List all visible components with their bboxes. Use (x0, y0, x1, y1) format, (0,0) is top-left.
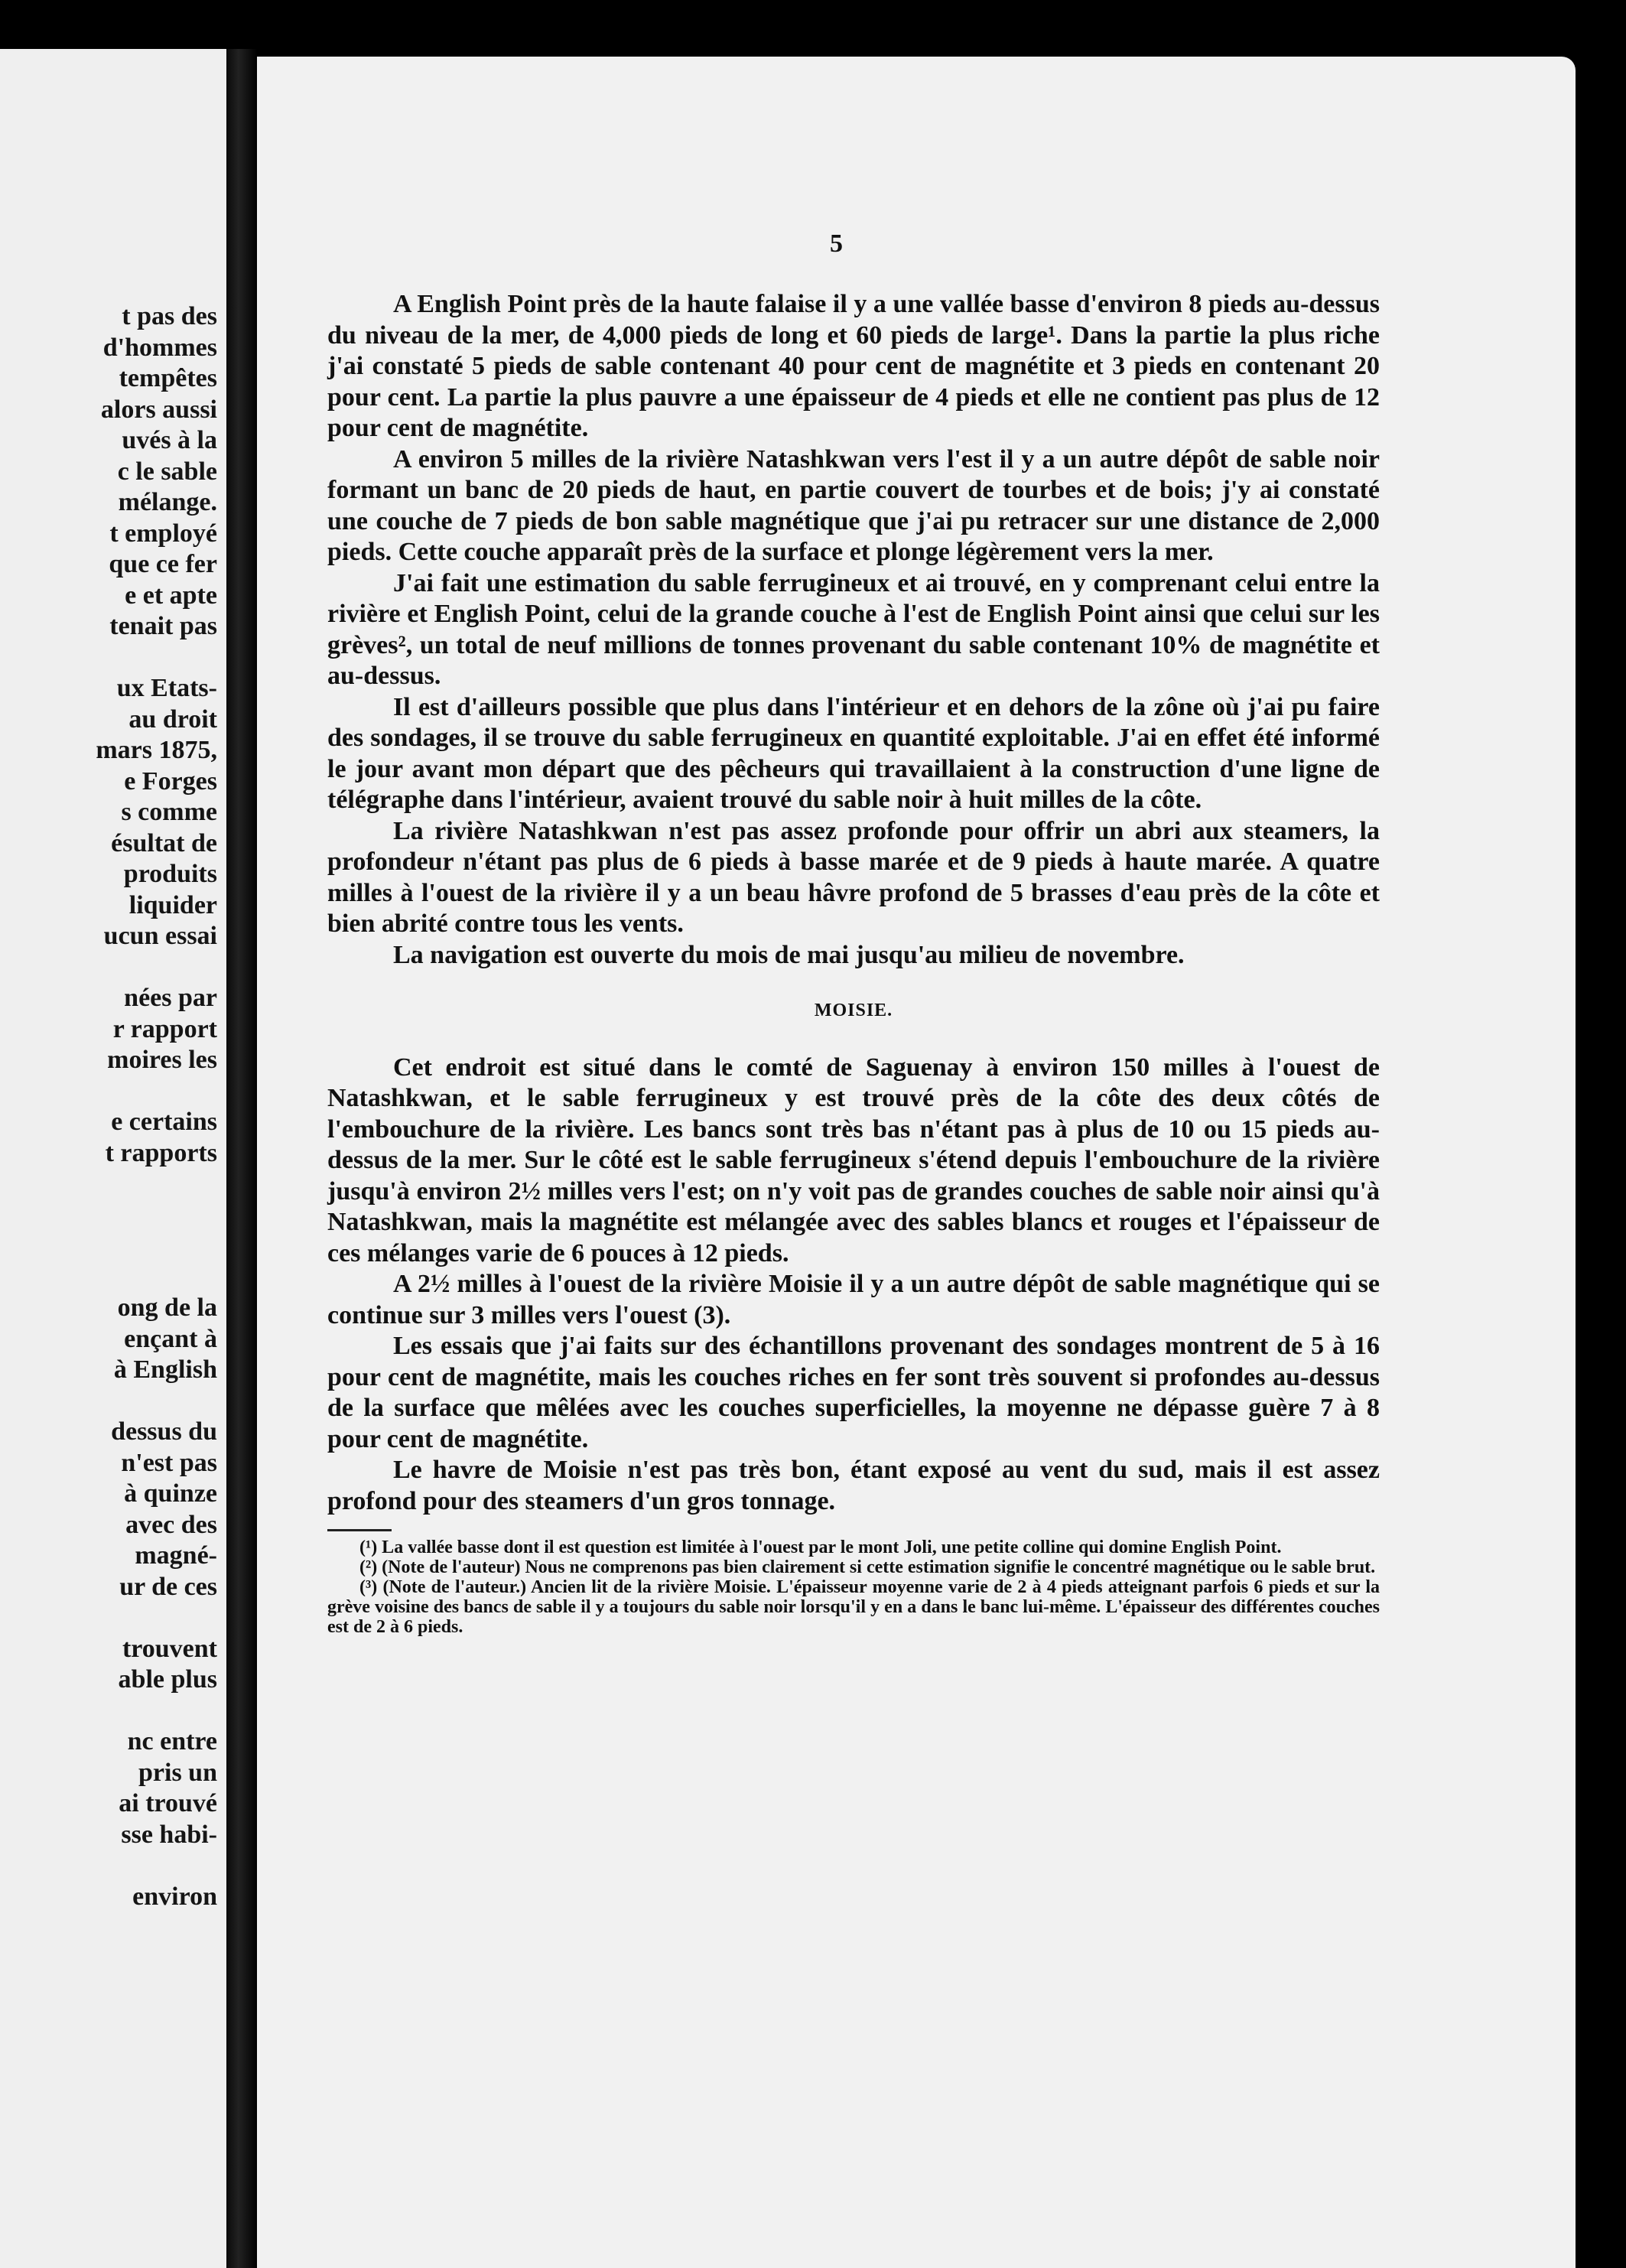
paragraph: J'ai fait une estimation du sable ferrugineux et ai trouvé, en y comprenant celui entre la rivière et English Point, celui de la grande couche à l'est de English Point ainsi que celui sur les grèves², un total de neuf millions de tonnes provenant du sable contenant 10% de magnétite et au-dessus. (327, 568, 1380, 690)
paragraphs-before (327, 289, 1380, 971)
footnote: (³) (Note de l'auteur.) Ancien lit de la rivière Moisie. L'épaisseur moyenne varie de 2 à 4 pieds atteignant parfois 6 pieds et sur la grève voisine des bancs de sable il y a toujours du sable noir lorsqu'il y en a dans le banc lui-même. L'épaisseur des différentes couches est de 2 à 6 pieds. (327, 1577, 1380, 1637)
page-number: 5 (830, 229, 843, 258)
paragraph: Les essais que j'ai faits sur des échantillons provenant des sondages montrent de 5 à 16 pour cent de magnétite, mais les couches riches en fer sont très souvent si profondes au-dessus de la surface que mêlées avec les couches superficielles, la moyenne ne dépasse guère 7 à 8 pour cent de magnétite. (327, 1332, 1380, 1453)
main-text (327, 289, 1380, 1637)
paragraph: Cet endroit est situé dans le comté de Saguenay à environ 150 milles à l'ouest de Natashkwan, et le sable ferrugineux y est trouvé près de la côte des deux côtés de l'embouchure de la rivière. Les bancs sont très bas n'étant pas à plus de 10 ou 15 pieds au-dessus de la mer. Sur le côté est le sable ferrugineux s'étend depuis l'embouchure de la rivière jusqu'à environ 2½ milles vers l'est; on n'y voit pas de grandes couches de sable noir ainsi qu'à Natashkwan, mais la magnétite est mélangée avec des sables blancs et rouges et l'épaisseur de ces mélanges varie de 6 pouces à 12 pieds. (327, 1053, 1380, 1267)
paragraph: A 2½ milles à l'ouest de la rivière Moisie il y a un autre dépôt de sable magnétique qui se continue sur 3 milles vers l'ouest (3). (327, 1270, 1380, 1329)
footnote: (¹) La vallée basse dont il est question est limitée à l'ouest par le mont Joli, une petite colline qui domine English Point. (359, 1537, 1282, 1557)
section-heading: MOISIE. (814, 1001, 893, 1020)
paragraph: A environ 5 milles de la rivière Natashkwan vers l'est il y a un autre dépôt de sable noir formant un banc de 20 pieds de haut, en partie couvert de tourbes et de bois; j'y ai constaté une couche de 7 pieds de bon sable magnétique que j'ai pu retracer sur une distance de 2,000 pieds. Cette couche apparaît près de la surface et plonge légèrement vers la mer. (327, 444, 1380, 566)
paragraph: Le havre de Moisie n'est pas très bon, étant exposé au vent du sud, mais il est assez profond pour des steamers d'un gros tonnage. (327, 1456, 1380, 1515)
paragraphs-after (327, 1053, 1380, 1518)
paragraph: La rivière Natashkwan n'est pas assez profonde pour offrir un abri aux steamers, la profondeur n'étant pas plus de 6 pieds à basse marée et de 9 pieds à haute marée. A quatre milles à l'ouest de la rivière il y a un beau hâvre profond de 5 brasses d'eau près de la côte et bien abrité contre tous les vents. (327, 816, 1380, 938)
paragraph: Il est d'ailleurs possible que plus dans l'intérieur et en dehors de la zône où j'ai pu faire des sondages, il se trouve du sable ferrugineux en quantité exploitable. J'ai en effet été informé le jour avant mon départ que des pêcheurs qui travaillaient à la construction d'une ligne de télégraphe dans l'intérieur, avaient trouvé du sable noir à huit milles de la côte. (327, 692, 1380, 814)
footnotes (327, 1537, 1380, 1637)
scan-border (1576, 84, 1626, 2268)
left-page-text: t pas des d'hommes tempêtes alors aussi uvés à la c le sable mélange. t employé que ce fer e et apte tenait pas ux Etats- au droit mars 1875, e Forges s comme ésultat de produits liquider ucun essai nées par r rapport moires les e certains t rapports ong de la ençant à à English dessus du n'est pas à quinze avec des magné- ur de ces trouvent able plus nc entre pris un ai trouvé sse habi- environ (96, 302, 217, 1911)
book-gutter (226, 49, 257, 2268)
footnote-rule (327, 1529, 392, 1531)
left-page (0, 49, 226, 2268)
paragraph: A English Point près de la haute falaise il y a une vallée basse d'environ 8 pieds au-dessus du niveau de la mer, de 4,000 pieds de long et 60 pieds de large¹. Dans la partie la plus riche j'ai constaté 5 pieds de sable contenant 40 pour cent de magnétite et 3 pieds en contenant 20 pour cent. La partie la plus pauvre a une épaisseur de 4 pieds et elle ne contient pas plus de 12 pour cent de magnétite. (327, 290, 1380, 442)
footnote: (²) (Note de l'auteur) Nous ne comprenons pas bien clairement si cette estimation signifie le concentré magnétique ou le sable brut. (359, 1557, 1376, 1577)
paragraph: La navigation est ouverte du mois de mai jusqu'au milieu de novembre. (393, 940, 1185, 969)
